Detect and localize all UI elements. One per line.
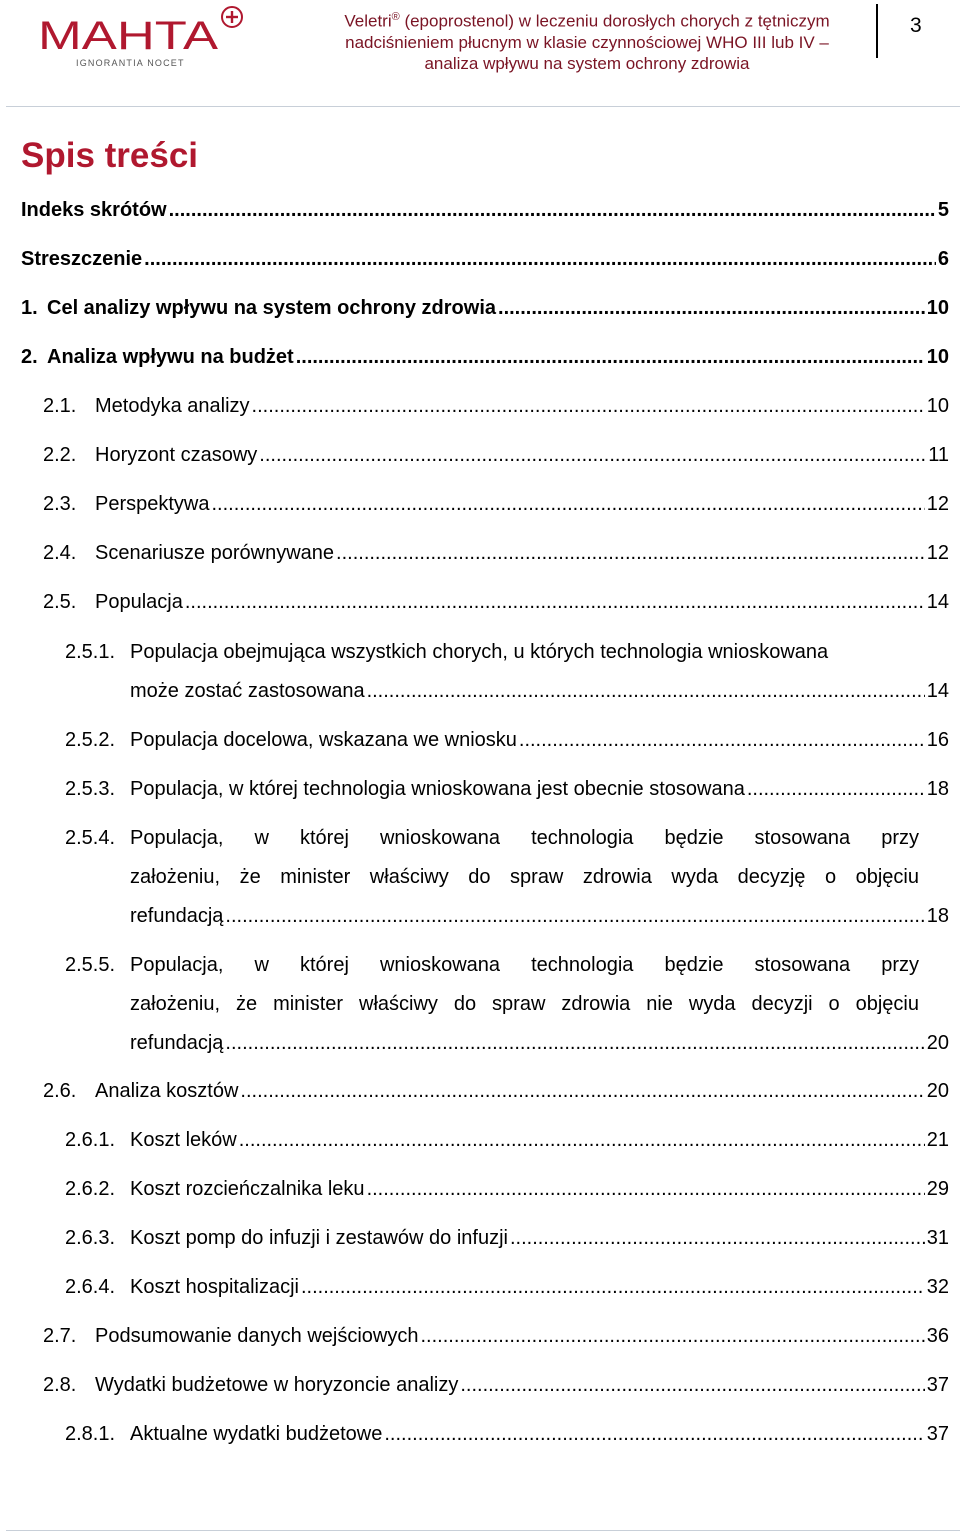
- toc-entry[interactable]: [65, 946, 949, 1063]
- dot-leader: [225, 897, 924, 936]
- toc-entry[interactable]: [65, 1121, 949, 1160]
- toc-entry[interactable]: [21, 338, 949, 377]
- toc-entry-text: Cel analizy wpływu na system ochrony zdrowia: [47, 297, 497, 319]
- dot-leader: [460, 1366, 924, 1405]
- toc-entry-page: 29: [926, 1178, 949, 1200]
- toc-entry[interactable]: [65, 1268, 949, 1307]
- toc-entry-page: 20: [926, 1080, 949, 1102]
- toc-entry-number: 2.: [21, 346, 38, 368]
- dot-leader: [239, 1121, 925, 1160]
- toc-entry-text: Koszt hospitalizacji: [130, 1276, 299, 1298]
- title-line-1: (epoprostenol) w leczeniu dorosłych chorych z tętniczym: [399, 11, 830, 31]
- logo-motto: IGNORANTIA NOCET: [76, 58, 185, 68]
- toc-entry-page: 12: [926, 493, 949, 515]
- toc-entry-number: 2.5.: [43, 591, 77, 613]
- dot-leader: [225, 1024, 924, 1063]
- toc-entry-number: 2.5.1.: [65, 641, 116, 663]
- toc-entry-page: 10: [926, 346, 949, 368]
- dot-leader: [259, 436, 926, 475]
- toc-entry-text: Populacja docelowa, wskazana we wniosku: [130, 729, 517, 751]
- toc-entry-number: 2.6.1.: [65, 1129, 116, 1151]
- dot-leader: [296, 338, 925, 377]
- toc-entry-number: 2.5.5.: [65, 954, 116, 976]
- toc-entry-page: 5: [937, 199, 949, 221]
- toc-entry-number: 2.6.3.: [65, 1227, 116, 1249]
- toc-entry-text: Koszt leków: [130, 1129, 237, 1151]
- title-line-2: nadciśnieniem płucnym w klasie czynnościowej WHO III lub IV –: [345, 32, 829, 52]
- toc-entry[interactable]: [65, 1219, 949, 1258]
- toc-entry[interactable]: [65, 819, 949, 936]
- toc-entry-text: Podsumowanie danych wejściowych: [95, 1325, 419, 1347]
- toc-entry-text: Populacja: [95, 591, 183, 613]
- toc-entry-number: 2.7.: [43, 1325, 77, 1347]
- toc-entry-text: założeniu, że minister właściwy do spraw zdrowia nie wyda decyzji o objęciu: [130, 993, 919, 1015]
- toc-entry[interactable]: [43, 436, 949, 475]
- toc-entry-number: 2.6.: [43, 1080, 77, 1102]
- toc-entry-page: 12: [926, 542, 949, 564]
- toc-entry-text: Indeks skrótów: [21, 199, 167, 221]
- dot-leader: [185, 583, 925, 622]
- toc-entry-text: Populacja, w której technologia wnioskowana jest obecnie stosowana: [130, 778, 745, 800]
- toc-entry[interactable]: [65, 721, 949, 760]
- toc-entry-number: 2.5.4.: [65, 827, 116, 849]
- toc-entry[interactable]: [21, 240, 949, 279]
- toc-entry[interactable]: [43, 1072, 949, 1111]
- toc-entry-text: Scenariusze porównywane: [95, 542, 335, 564]
- toc-entry-text: Populacja, w której wnioskowana technologia będzie stosowana przy: [130, 954, 919, 976]
- toc-entry-number: 1.: [21, 297, 38, 319]
- toc-entry-page: 16: [926, 729, 949, 751]
- toc-entry[interactable]: [43, 1366, 949, 1405]
- cross-icon: [222, 7, 242, 27]
- dot-leader: [498, 289, 925, 328]
- toc-entry-page: 37: [926, 1374, 949, 1396]
- toc-entry-page: 14: [926, 680, 949, 702]
- toc-entry[interactable]: [65, 1415, 949, 1454]
- toc-entry-number: 2.5.2.: [65, 729, 116, 751]
- toc-entry-number: 2.5.3.: [65, 778, 116, 800]
- toc-entry-page: 32: [926, 1276, 949, 1298]
- toc-entry[interactable]: [43, 1317, 949, 1356]
- header-rule: [6, 106, 960, 107]
- toc-entry-page: 18: [926, 778, 949, 800]
- dot-leader: [240, 1072, 924, 1111]
- toc-entry-number: 2.8.: [43, 1374, 77, 1396]
- toc-entry-page: 6: [937, 248, 949, 270]
- title-line-3: analiza wpływu na system ochrony zdrowia: [424, 53, 750, 73]
- dot-leader: [367, 672, 925, 711]
- toc-entry-text: refundacją: [130, 1032, 224, 1054]
- dot-leader: [336, 534, 925, 573]
- dot-leader: [519, 721, 925, 760]
- toc-entry-text: Analiza wpływu na budżet: [47, 346, 294, 368]
- toc-entry-text: Streszczenie: [21, 248, 143, 270]
- toc-entry-number: 2.6.2.: [65, 1178, 116, 1200]
- page-header: [0, 0, 960, 108]
- toc-heading: Spis treści: [21, 136, 199, 175]
- toc-entry-page: 37: [926, 1423, 949, 1445]
- toc-entry-text: Perspektywa: [95, 493, 210, 515]
- header-divider: [876, 4, 878, 58]
- dot-leader: [144, 240, 936, 279]
- dot-leader: [747, 770, 925, 809]
- toc-entry-text: Analiza kosztów: [95, 1080, 239, 1102]
- toc-entry-page: 11: [928, 444, 949, 466]
- toc-entry-text: Aktualne wydatki budżetowe: [130, 1423, 383, 1445]
- toc-entry-page: 21: [926, 1129, 949, 1151]
- toc-entry-text: Populacja obejmująca wszystkich chorych, u których technologia wnioskowana: [130, 641, 829, 663]
- toc-entry-page: 20: [926, 1032, 949, 1054]
- page-number: 3: [910, 14, 922, 37]
- title-drug: Veletri: [344, 11, 392, 31]
- toc-entry-page: 10: [926, 297, 949, 319]
- toc-entry[interactable]: [43, 387, 949, 426]
- toc-entry-page: 14: [926, 591, 949, 613]
- dot-leader: [421, 1317, 925, 1356]
- toc-entry-number: 2.2.: [43, 444, 77, 466]
- toc-entry[interactable]: [21, 191, 949, 230]
- dot-leader: [510, 1219, 925, 1258]
- toc-entry-number: 2.3.: [43, 493, 77, 515]
- logo-wordmark: MAHTA: [38, 14, 219, 58]
- registered-mark: ®: [391, 11, 400, 23]
- toc-entry-number: 2.8.1.: [65, 1423, 116, 1445]
- footer-rule: [6, 1530, 960, 1531]
- toc-entry-number: 2.6.4.: [65, 1276, 116, 1298]
- toc-entry-text: założeniu, że minister właściwy do spraw zdrowia wyda decyzję o objęciu: [130, 866, 919, 888]
- toc-entry-text: Koszt rozcieńczalnika leku: [130, 1178, 365, 1200]
- dot-leader: [367, 1170, 925, 1209]
- toc-entry-text: Horyzont czasowy: [95, 444, 258, 466]
- dot-leader: [384, 1415, 924, 1454]
- toc-entry-text: Koszt pomp do infuzji i zestawów do infuzji: [130, 1227, 508, 1249]
- toc-entry-number: 2.4.: [43, 542, 77, 564]
- toc-entry[interactable]: [43, 485, 949, 524]
- toc-entry[interactable]: [43, 583, 949, 622]
- toc-entry[interactable]: [21, 289, 949, 328]
- document-title: [322, 7, 852, 74]
- dot-leader: [169, 191, 936, 230]
- toc-entry-text: Metodyka analizy: [95, 395, 250, 417]
- toc-entry[interactable]: [65, 633, 949, 711]
- mahta-logo: [36, 2, 248, 72]
- toc-entry-text: Wydatki budżetowe w horyzoncie analizy: [95, 1374, 459, 1396]
- dot-leader: [301, 1268, 925, 1307]
- toc-entry-text: Populacja, w której wnioskowana technologia będzie stosowana przy: [130, 827, 919, 849]
- toc-entry-page: 31: [926, 1227, 949, 1249]
- toc-entry-page: 36: [926, 1325, 949, 1347]
- toc-entry[interactable]: [43, 534, 949, 573]
- toc-entry-number: 2.1.: [43, 395, 77, 417]
- toc-entry-page: 10: [926, 395, 949, 417]
- dot-leader: [212, 485, 925, 524]
- dot-leader: [252, 387, 925, 426]
- toc-entry-text: może zostać zastosowana: [130, 680, 365, 702]
- toc-entry[interactable]: [65, 1170, 949, 1209]
- toc-entry[interactable]: [65, 770, 949, 809]
- toc-entry-page: 18: [926, 905, 949, 927]
- toc-entry-text: refundacją: [130, 905, 224, 927]
